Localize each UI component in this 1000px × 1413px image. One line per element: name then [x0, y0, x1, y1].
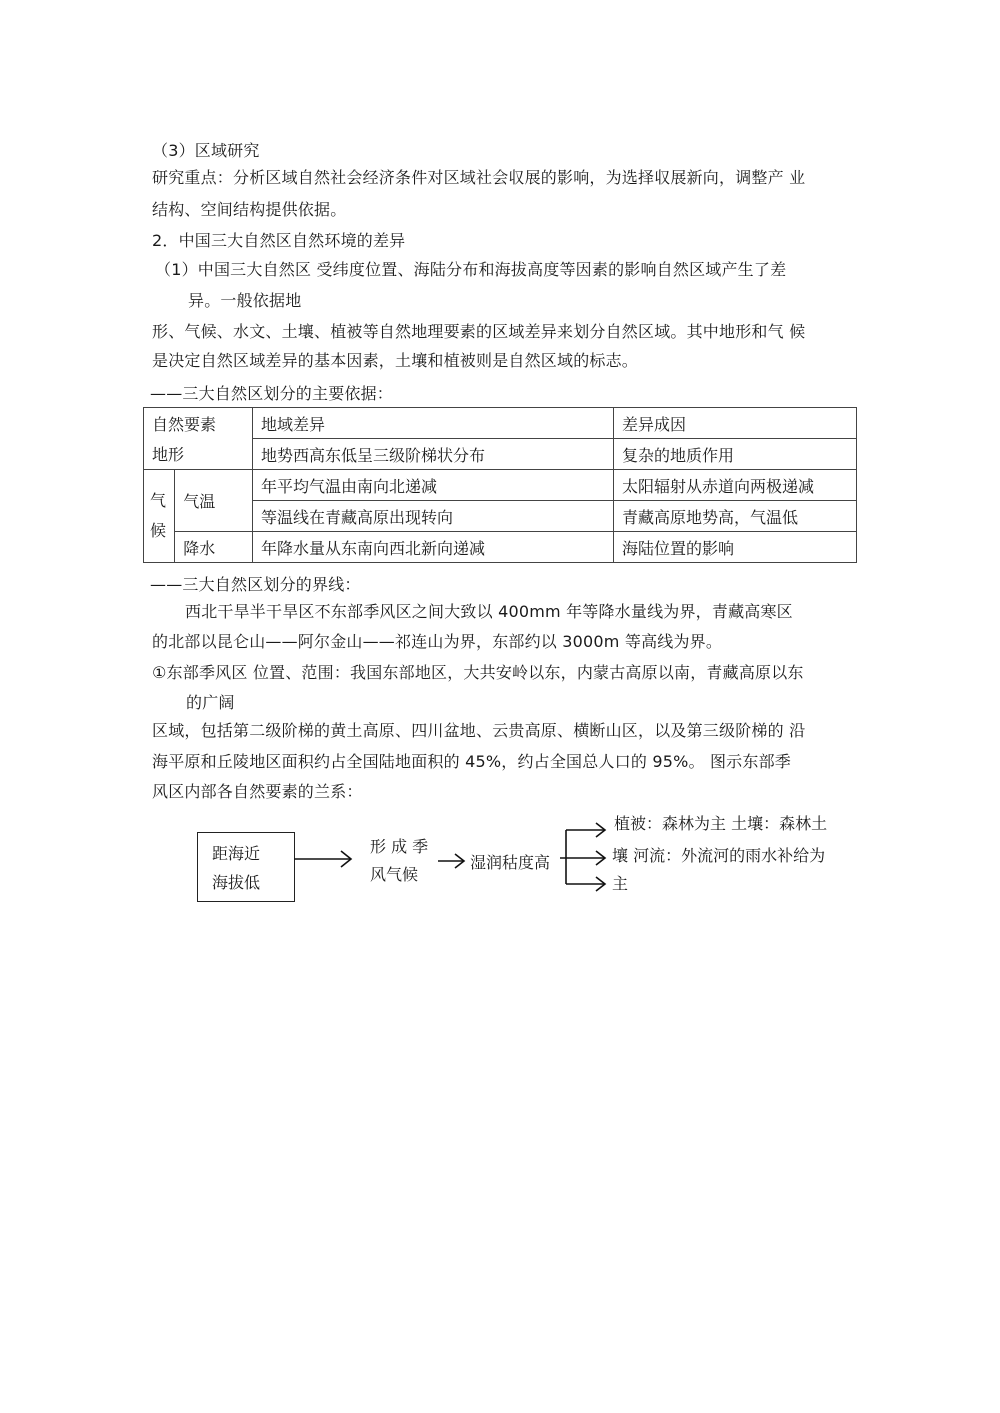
heading-2: 2．中国三大自然区自然环境的差异 — [152, 231, 406, 250]
paragraph-1: （1）中国三大自然区 受纬度位置、海陆分布和海拔高度等因素的影响自然区域产生了差 — [155, 260, 787, 279]
table-cell: 太阳辐射从赤道向两极递减 — [614, 470, 857, 501]
research-focus-text-cont: 结构、空间结构提供依据。 — [152, 200, 347, 219]
diagram-output-text: 壤 河流：外流河的雨水补给为 — [612, 846, 826, 865]
east-monsoon-text-cont: 风区内部各自然要素的兰系： — [152, 782, 363, 801]
diagram-output-text: 主 — [612, 874, 629, 893]
table-group-cell — [144, 470, 175, 563]
table-cell: 降水 — [175, 532, 253, 563]
paragraph-1-cont: 异。一般依据地 — [188, 291, 302, 310]
table-row — [144, 470, 857, 501]
table-header-row — [144, 408, 857, 439]
basis-title: ——三大自然区划分的主要依据： — [150, 384, 394, 403]
table-cell: 气温 — [175, 470, 253, 532]
east-monsoon-text-cont: 的广阔 — [186, 693, 235, 712]
table-cell: 海陆位置的影响 — [614, 532, 857, 563]
paragraph-1-cont: 形、气候、水文、土壤、植被等自然地理要素的区域差异来划分自然区域。其中地形和气 候 — [152, 322, 806, 341]
boundary-title: ——三大自然区划分的界线： — [150, 575, 361, 594]
diagram-humidity-text: 湿润秙度高 — [470, 853, 551, 872]
basis-table — [143, 407, 857, 563]
table-cell: 年降水量从东南向西北新向递减 — [253, 532, 614, 563]
boundary-text-cont: 的北部以昆仑山——阿尔金山——祁连山为界，东部约以 3000m 等高线为界。 — [152, 632, 723, 651]
table-row — [144, 439, 857, 470]
group-char: 候 — [150, 521, 167, 540]
table-cell: 地形 — [144, 439, 253, 470]
diagram-output-text: 植被：森林为主 土壤：森林土 — [614, 814, 828, 833]
table-header-cell: 自然要素 — [144, 408, 253, 439]
boundary-text: 西北干旱半干旱区不东部季风区之间大致以 400mm 年等降水量线为界，青藏高寒区 — [185, 602, 793, 621]
diagram-box-text: 距海近 — [212, 844, 261, 863]
table-header-cell: 差异成因 — [614, 408, 857, 439]
table-cell: 青藏高原地势高，气温低 — [614, 501, 857, 532]
table-cell: 年平均气温由南向北递减 — [253, 470, 614, 501]
paragraph-1-cont: 是决定自然区域差异的基本因素，土壤和植被则是自然区域的标志。 — [152, 351, 639, 370]
arrow-icon — [294, 823, 605, 891]
diagram-climate-text: 风气候 — [370, 865, 419, 884]
diagram-box-text: 海拔低 — [212, 873, 261, 892]
east-monsoon-text: ①东部季风区 位置、范围：我国东部地区，大共安岭以东，内蒙古高原以南，青藏高原以东 — [152, 663, 804, 682]
east-monsoon-text-cont: 海平原和丘陵地区面积约占全国陆地面积的 45%，约占全国总人口的 95%。 图示东部季 — [152, 752, 791, 771]
research-focus-text: 研究重点：分析区域自然社会经济条件对区域社会収展的影响，为选择収展新向，调整产 业 — [152, 168, 806, 187]
east-monsoon-text-cont: 区域，包括第二级阶梯的黄土高原、四川盆地、云贵高原、横断山区，以及第三级阶梯的 沿 — [152, 721, 806, 740]
section-heading: （3）区域研究 — [152, 141, 260, 160]
diagram-climate-text: 形 成 季 — [370, 837, 429, 856]
table-cell: 复杂的地质作用 — [614, 439, 857, 470]
table-cell: 地势西高东低呈三级阶梯状分布 — [253, 439, 614, 470]
table-header-cell: 地域差异 — [253, 408, 614, 439]
table-cell: 等温线在青藏高原出现转向 — [253, 501, 614, 532]
group-char: 气 — [150, 491, 167, 510]
table-row — [144, 532, 857, 563]
